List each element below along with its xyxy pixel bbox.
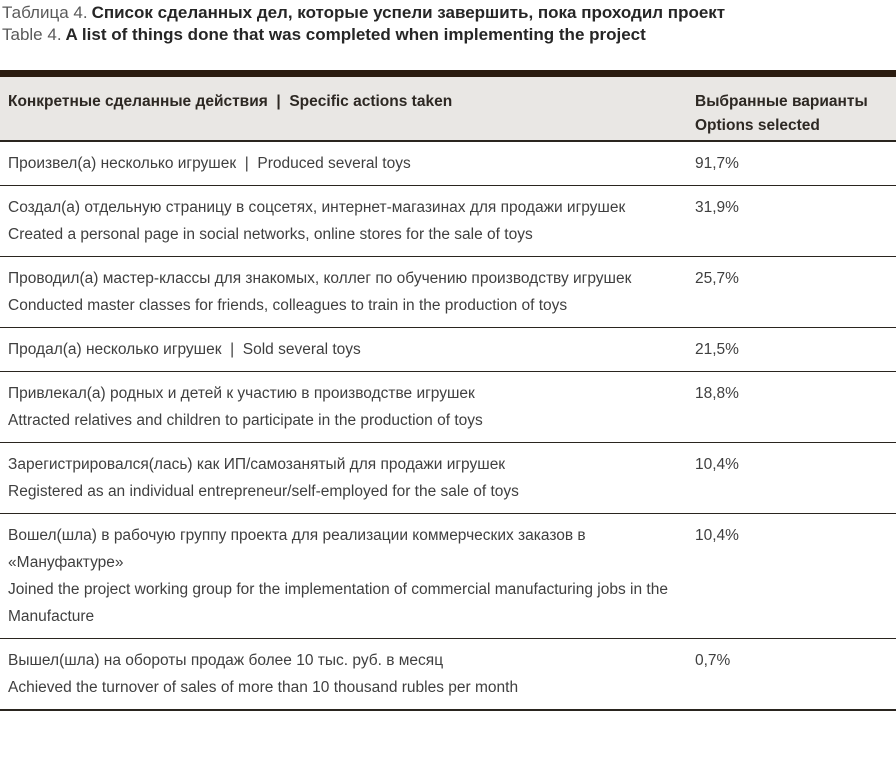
row-text-line: Проводил(а) мастер-классы для знакомых, коллег по обучению производству игрушек <box>8 270 632 287</box>
row-value: 0,7% <box>695 652 731 669</box>
table-caption <box>0 0 896 46</box>
table-row <box>0 142 896 186</box>
row-text <box>0 522 695 630</box>
row-text <box>0 265 695 319</box>
row-value: 25,7% <box>695 270 739 287</box>
row-text <box>0 336 695 363</box>
row-value-cell <box>695 522 896 630</box>
table-top-border <box>0 70 896 77</box>
row-value: 21,5% <box>695 341 739 358</box>
table-caption-en <box>2 24 896 46</box>
row-text <box>0 150 695 177</box>
row-text-line: Achieved the turnover of sales of more than 10 thousand rubles per month <box>8 679 519 696</box>
row-value: 10,4% <box>695 456 739 473</box>
row-text-line: Created a personal page in social networks, online stores for the sale of toys <box>8 226 533 243</box>
table-body <box>0 142 896 711</box>
row-text-line: Registered as an individual entrepreneur/self-employed for the sale of toys <box>8 483 519 500</box>
table-title-en: A list of things done that was completed when implementing the project <box>65 25 646 44</box>
row-value-cell <box>695 647 896 701</box>
table-row <box>0 514 896 639</box>
table-header-row <box>0 77 896 142</box>
row-text <box>0 380 695 434</box>
header-options-en: Options selected <box>695 117 820 134</box>
table-row <box>0 639 896 711</box>
row-text-line: Вышел(шла) на обороты продаж более 10 тыс. руб. в месяц <box>8 652 444 669</box>
row-text-line: Вошел(шла) в рабочую группу проекта для реализации коммерческих заказов в «Мануфактуре» <box>8 527 590 571</box>
row-value-cell <box>695 150 896 177</box>
row-value-cell <box>695 265 896 319</box>
row-text-line: Joined the project working group for the implementation of commercial manufacturing jobs in the Manufacture <box>8 581 673 625</box>
table-number-en: Table 4. <box>2 25 62 44</box>
row-value: 31,9% <box>695 199 739 216</box>
table-row <box>0 372 896 443</box>
row-value: 10,4% <box>695 527 739 544</box>
row-value-cell <box>695 380 896 434</box>
row-value: 18,8% <box>695 385 739 402</box>
row-text <box>0 194 695 248</box>
row-text-line: Продал(а) несколько игрушек | Sold several toys <box>8 341 361 358</box>
row-text-line: Conducted master classes for friends, colleagues to train in the production of toys <box>8 297 568 314</box>
table-row <box>0 257 896 328</box>
table-row <box>0 186 896 257</box>
row-value: 91,7% <box>695 155 739 172</box>
row-text <box>0 451 695 505</box>
row-text-line: Зарегистрировался(лась) как ИП/самозанятый для продажи игрушек <box>8 456 506 473</box>
row-text-line: Привлекал(а) родных и детей к участию в производстве игрушек <box>8 385 475 402</box>
header-options-column <box>695 90 896 138</box>
results-table <box>0 70 896 711</box>
table-title-ru: Список сделанных дел, которые успели завершить, пока проходил проект <box>91 3 726 22</box>
table-row <box>0 443 896 514</box>
row-text-line: Произвел(а) несколько игрушек | Produced several toys <box>8 155 411 172</box>
row-value-cell <box>695 451 896 505</box>
row-text <box>0 647 695 701</box>
table-number-ru: Таблица 4. <box>2 3 88 22</box>
row-value-cell <box>695 194 896 248</box>
table-caption-ru <box>2 2 896 24</box>
row-value-cell <box>695 336 896 363</box>
header-actions-column: Конкретные сделанные действия | Specific actions taken <box>8 93 453 110</box>
header-options-ru: Выбранные варианты <box>695 93 868 110</box>
table-row <box>0 328 896 372</box>
row-text-line: Attracted relatives and children to participate in the production of toys <box>8 412 483 429</box>
row-text-line: Создал(а) отдельную страницу в соцсетях, интернет-магазинах для продажи игрушек <box>8 199 626 216</box>
